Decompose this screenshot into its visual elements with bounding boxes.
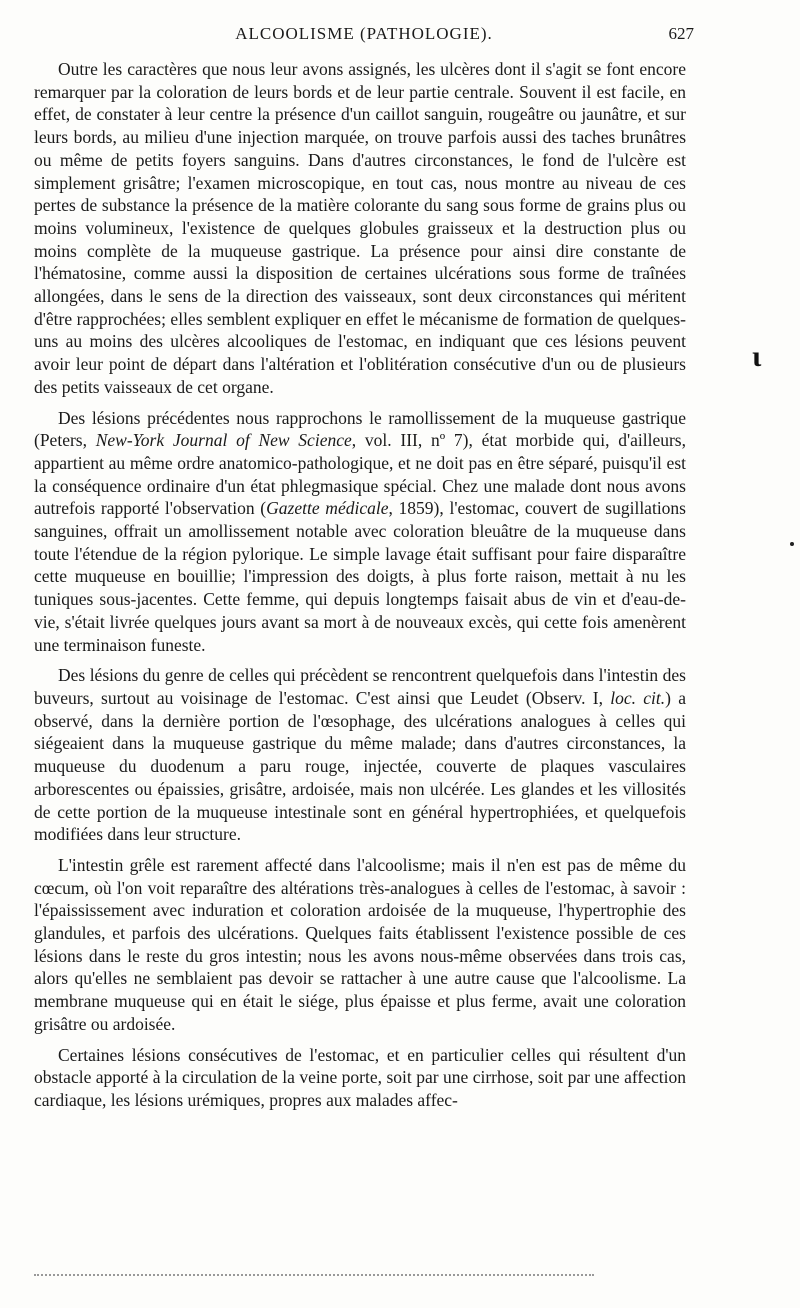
footer-rule xyxy=(34,1274,594,1276)
text-run: Outre les caractères que nous leur avons assignés, les ulcères dont il s'agit se font encore remarquer par la coloration de leurs bords et de leur partie centrale. Souvent il est facile, en effet, de constater à leur centre la présence d'un caillot sanguin, rougeâtre ou jaunâtre, et sur leurs bords, au milieu d'une injection marquée, on trouve parfois aussi des taches brunâtres ou même de petits foyers sanguins. Dans d'autres circonstances, le fond de l'ulcère est simplement grisâtre; l'examen microscopique, en tout cas, nous montre au niveau de ces pertes de substance la présence de la matière colorante du sang sous forme de grains plus ou moins volumineux, l'existence de quelques globules graisseux et la destruction plus ou moins complète de la muqueuse gastrique. La présence pour ainsi dire constante de l'hématosine, comme aussi la disposition de certaines ulcérations sous forme de traînées allongées, dans le sens de la direction des vaisseaux, sont deux circonstances qui méritent d'être rapprochées; elles semblent expliquer en effet le mécanisme de formation de quelques-uns au moins des ulcères alcooliques de l'estomac, en indiquant que ces lésions peuvent avoir leur point de départ dans l'altération et l'oblitération consécutive d'un ou de plusieurs des petits vaisseaux de cet organe. xyxy=(34,59,686,397)
running-title: ALCOOLISME (PATHOLOGIE). xyxy=(235,24,493,43)
paragraph xyxy=(34,58,686,399)
italic-citation: Gazette médicale xyxy=(266,498,389,519)
paragraph xyxy=(34,664,686,846)
text-run: , 1859), l'estomac, couvert de sugillations sanguines, offrait un amollissement notable avec coloration bleuâtre de la muqueuse dans toute l'étendue de la région pylorique. Le simple lavage était suffisant pour faire disparaître cette muqueuse en bouillie; l'impression des doigts, à plus forte raison, mettait à nu les tuniques sous-jacentes. Cette femme, qui depuis longtemps faisait abus de vin et d'eau-de-vie, s'était livrée quelques jours avant sa mort à de nouveaux excès, qui cette fois amenèrent une terminaison funeste. xyxy=(34,498,686,655)
body-text xyxy=(34,58,686,1120)
text-run: L'intestin grêle est rarement affecté dans l'alcoolisme; mais il n'en est pas de même du cœcum, où l'on voit reparaître des altérations très-analogues à celles de l'estomac, à savoir : l'épaississement avec induration et coloration ardoisée de la muqueuse, l'hypertrophie des glandules, et parfois des ulcérations. Quelques faits établissent l'existence possible de ces lésions dans le reste du gros intestin; nous les avons nous-même observées dans trois cas, alors qu'elles ne semblaient pas devoir se rattacher à une autre cause que l'alcoolisme. La membrane muqueuse qui en était le siége, plus épaisse et plus ferme, avait une coloration grisâtre ou ardoisée. xyxy=(34,854,686,1034)
text-run: Des lésions précédentes nous rapprochons le ramollissement de la muqueuse gastrique (Peters, xyxy=(34,407,686,451)
page-header xyxy=(34,24,694,50)
italic-citation: New-York Journal of New Science xyxy=(95,430,352,451)
margin-mark: ɩ xyxy=(752,340,762,373)
paragraph xyxy=(34,854,686,1036)
text-run: Certaines lésions consécutives de l'estomac, et en particulier celles qui résultent d'un obstacle apporté à la circulation de la veine porte, soit par une cirrhose, soit par une affection cardiaque, les lésions urémiques, propres aux malades affec- xyxy=(34,1044,686,1110)
text-run: Des lésions du genre de celles qui précèdent se rencontrent quelquefois dans l'intestin des buveurs, surtout au voisinage de l'estomac. C'est ainsi que Leudet (Observ. I, xyxy=(34,665,686,708)
edge-dot xyxy=(790,542,794,546)
text-run: , vol. III, nº 7), état morbide qui, d'ailleurs, appartient au même ordre anatomico-pathologique, et ne doit pas en être séparé, puisqu'il est la conséquence ordinaire d'un état phlegmasique spécial. Chez une malade dont nous avons autrefois rapporté l'observation ( xyxy=(34,430,686,519)
paragraph xyxy=(34,1044,686,1112)
italic-citation: loc. cit. xyxy=(610,687,666,708)
paragraph xyxy=(34,407,686,657)
text-run: ) a observé, dans la dernière portion de l'œsophage, des ulcérations analogues à celles qui siégeaient dans la muqueuse gastrique du même malade; dans d'autres circonstances, la muqueuse du duodenum a paru rouge, injectée, couverte de plaques vasculaires arborescentes ou épaissies, grisâtre, ardoisée, mais non ulcérée. Les glandes et les villosités de cette portion de la muqueuse intestinale sont en général hypertrophiées, et quelquefois modifiées dans leur structure. xyxy=(34,687,686,845)
page-number: 627 xyxy=(668,24,694,43)
